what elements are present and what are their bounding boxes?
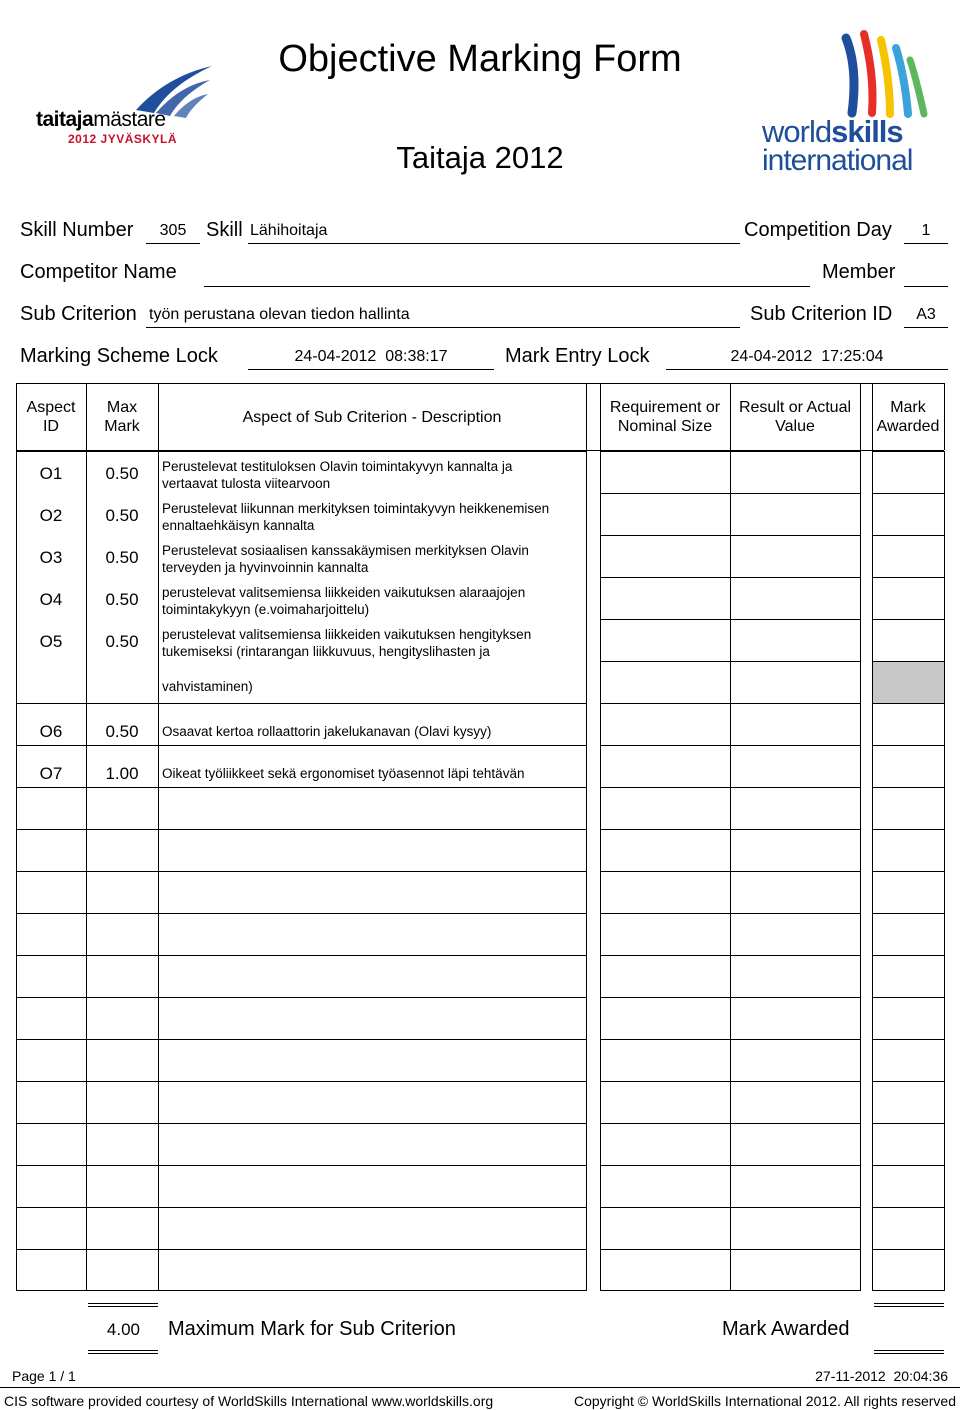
aspect-id: O2 <box>39 506 63 525</box>
table-cell[interactable] <box>730 703 861 746</box>
table-cell[interactable] <box>730 1165 861 1208</box>
table-cell[interactable] <box>730 535 861 578</box>
competitor-name-line <box>204 286 810 287</box>
marking-scheme-lock-label: Marking Scheme Lock <box>20 345 218 367</box>
aspect-description: toimintakykyyn (e.voimaharjoittelu) <box>162 602 370 617</box>
sub-criterion-label: Sub Criterion <box>20 303 137 325</box>
table-cell[interactable] <box>872 997 945 1040</box>
mark-entry-lock-label: Mark Entry Lock <box>505 345 650 367</box>
table-cell <box>158 871 587 914</box>
mark-awarded-label: Mark Awarded <box>722 1318 850 1340</box>
table-cell <box>158 1081 587 1124</box>
aspect-description: perustelevat valitsemiensa liikkeiden vaikutuksen hengityksen <box>162 627 532 642</box>
table-cell <box>86 829 159 872</box>
member-line <box>904 286 948 287</box>
aspect-description: Oikeat työliikkeet sekä ergonomiset työasennot läpi tehtävän <box>162 766 525 781</box>
table-cell <box>86 871 159 914</box>
print-timestamp: 27-11-2012 20:04:36 <box>815 1368 948 1384</box>
table-cell <box>158 913 587 956</box>
table-cell[interactable] <box>600 871 731 914</box>
table-cell[interactable] <box>730 997 861 1040</box>
table-cell[interactable] <box>872 1123 945 1166</box>
table-cell <box>158 1249 587 1291</box>
page-title: Objective Marking Form <box>278 38 682 80</box>
table-cell <box>16 997 87 1040</box>
table-cell[interactable] <box>730 661 861 704</box>
table-cell[interactable] <box>872 1165 945 1208</box>
aspect-description: Osaavat kertoa rollaattorin jakelukanavan (Olavi kysyy) <box>162 724 492 739</box>
aspect-description: tukemiseksi (rintarangan liikkuvuus, hengityslihasten ja <box>162 644 490 659</box>
total-top-rule <box>88 1303 158 1307</box>
table-cell <box>158 829 587 872</box>
table-cell[interactable] <box>600 1039 731 1082</box>
table-cell <box>158 1207 587 1250</box>
table-cell[interactable] <box>872 451 945 494</box>
header-description: Aspect of Sub Criterion - Description <box>242 408 502 426</box>
skill-number-value: 305 <box>159 222 187 239</box>
table-cell[interactable] <box>872 661 945 704</box>
awarded-top-rule <box>874 1303 944 1307</box>
table-cell[interactable] <box>730 619 861 662</box>
table-cell[interactable] <box>730 1123 861 1166</box>
footer-rule <box>0 1387 960 1388</box>
competitor-name-label: Competitor Name <box>20 261 177 283</box>
aspect-description: terveyden ja hyvinvoinnin kannalta <box>162 560 369 575</box>
awarded-bottom-rule <box>874 1350 944 1354</box>
max-mark: 1.00 <box>105 764 139 783</box>
aspect-id: O5 <box>39 632 63 651</box>
table-cell <box>158 955 587 998</box>
table-cell[interactable] <box>600 787 731 830</box>
table-cell <box>158 1165 587 1208</box>
table-cell <box>158 787 587 830</box>
table-cell <box>158 1039 587 1082</box>
logo-international: international <box>762 144 913 177</box>
right-credit: Copyright © WorldSkills International 2012. All rights reserved <box>573 1393 956 1409</box>
table-cell <box>16 661 87 704</box>
table-cell[interactable] <box>730 745 861 788</box>
header-result: Result or Actual Value <box>738 399 852 435</box>
left-credit: CIS software provided courtesy of WorldSkills International www.worldskills.org <box>4 1393 494 1409</box>
table-cell[interactable] <box>730 1207 861 1250</box>
table-cell <box>16 1207 87 1250</box>
table-cell[interactable] <box>730 871 861 914</box>
max-mark: 0.50 <box>105 548 139 567</box>
table-cell <box>158 997 587 1040</box>
table-cell[interactable] <box>872 619 945 662</box>
table-cell[interactable] <box>872 1249 945 1291</box>
table-cell <box>158 1123 587 1166</box>
skill-value: Lähihoitaja <box>250 222 328 239</box>
aspect-id: O4 <box>39 590 63 609</box>
max-mark: 0.50 <box>105 506 139 525</box>
table-cell <box>16 871 87 914</box>
table-cell <box>86 1165 159 1208</box>
table-cell[interactable] <box>600 1081 731 1124</box>
mark-entry-lock-line <box>666 369 948 370</box>
skill-line <box>248 243 740 244</box>
table-cell <box>86 1039 159 1082</box>
table-cell[interactable] <box>600 493 731 536</box>
table-cell <box>86 1081 159 1124</box>
table-cell <box>86 1123 159 1166</box>
table-cell[interactable] <box>730 1081 861 1124</box>
aspect-description: perustelevat valitsemiensa liikkeiden vaikutuksen alaraajojen <box>162 585 526 600</box>
skill-number-line <box>146 243 200 244</box>
table-cell[interactable] <box>730 577 861 620</box>
sub-criterion-line <box>146 327 740 328</box>
table-cell <box>86 997 159 1040</box>
mark-entry-lock-value: 24-04-2012 17:25:04 <box>730 348 884 365</box>
page-number: Page 1 / 1 <box>12 1368 76 1384</box>
total-bottom-rule <box>88 1350 158 1354</box>
table-cell[interactable] <box>600 1249 731 1291</box>
table-cell <box>86 787 159 830</box>
logo-sub-text: 2012 JYVÄSKYLÄ <box>68 132 178 146</box>
aspect-id: O7 <box>39 764 63 783</box>
table-cell <box>86 1207 159 1250</box>
table-cell <box>16 1165 87 1208</box>
competition-day-line <box>904 243 948 244</box>
header-requirement: Requirement or Nominal Size <box>609 399 721 435</box>
header-mark-awarded: Mark Awarded <box>876 399 940 435</box>
table-cell[interactable] <box>600 913 731 956</box>
header-max-mark: Max Mark <box>104 399 140 435</box>
table-cell[interactable] <box>730 787 861 830</box>
table-cell[interactable] <box>600 1123 731 1166</box>
sub-criterion-id-value: A3 <box>916 306 936 323</box>
table-cell[interactable] <box>730 1039 861 1082</box>
table-cell[interactable] <box>730 955 861 998</box>
table-cell <box>16 1123 87 1166</box>
table-cell <box>16 1081 87 1124</box>
table-cell <box>86 661 159 704</box>
aspect-description: vahvistaminen) <box>162 679 253 694</box>
table-cell[interactable] <box>600 997 731 1040</box>
aspect-description: Perustelevat sosiaalisen kanssakäymisen merkityksen Olavin <box>162 543 529 558</box>
logo-text-bold: taitaja <box>36 108 94 131</box>
table-cell[interactable] <box>600 745 731 788</box>
table-cell[interactable] <box>872 535 945 578</box>
table-cell[interactable] <box>600 1207 731 1250</box>
table-cell <box>16 787 87 830</box>
table-cell[interactable] <box>600 577 731 620</box>
table-cell[interactable] <box>872 871 945 914</box>
table-cell[interactable] <box>730 451 861 494</box>
table-cell[interactable] <box>872 577 945 620</box>
table-cell[interactable] <box>872 913 945 956</box>
table-cell <box>86 955 159 998</box>
max-mark: 0.50 <box>105 632 139 651</box>
table-cell <box>16 955 87 998</box>
header-aspect-id: Aspect ID <box>26 399 76 435</box>
table-cell[interactable] <box>600 955 731 998</box>
aspect-id: O3 <box>39 548 63 567</box>
page-subtitle: Taitaja 2012 <box>396 140 564 175</box>
max-mark: 0.50 <box>105 590 139 609</box>
marking-scheme-lock-line <box>248 369 494 370</box>
competition-day-label: Competition Day <box>744 219 892 241</box>
table-cell[interactable] <box>600 619 731 662</box>
table-cell[interactable] <box>872 1039 945 1082</box>
table-cell[interactable] <box>872 493 945 536</box>
table-cell[interactable] <box>872 1207 945 1250</box>
sub-criterion-id-label: Sub Criterion ID <box>750 303 893 325</box>
table-cell[interactable] <box>600 535 731 578</box>
table-cell[interactable] <box>872 829 945 872</box>
table-cell[interactable] <box>872 955 945 998</box>
table-cell[interactable] <box>730 829 861 872</box>
logo-text-light: mästare <box>93 108 166 131</box>
table-cell[interactable] <box>872 1081 945 1124</box>
total-max-label: Maximum Mark for Sub Criterion <box>168 1318 456 1340</box>
table-cell <box>16 1249 87 1291</box>
aspect-description: vertaavat tulosta viitearvoon <box>162 476 331 491</box>
table-cell[interactable] <box>600 1165 731 1208</box>
table-cell[interactable] <box>730 913 861 956</box>
total-max-value: 4.00 <box>106 1320 140 1339</box>
table-cell[interactable] <box>730 1249 861 1291</box>
table-cell[interactable] <box>872 787 945 830</box>
max-mark: 0.50 <box>105 722 139 741</box>
aspect-id: O6 <box>39 722 63 741</box>
table-cell <box>16 913 87 956</box>
skill-label: Skill <box>206 219 243 241</box>
max-mark: 0.50 <box>105 464 139 483</box>
logo-world: world <box>762 114 832 149</box>
member-label: Member <box>822 261 896 283</box>
sub-criterion-id-line <box>904 327 948 328</box>
skill-number-label: Skill Number <box>20 219 134 241</box>
table-cell <box>86 913 159 956</box>
aspect-description: ennaltaehkäisyn kannalta <box>162 518 315 533</box>
sub-criterion-value: työn perustana olevan tiedon hallinta <box>149 306 410 323</box>
competition-day-value: 1 <box>921 222 931 239</box>
aspect-description: Perustelevat testituloksen Olavin toimintakyvyn kannalta ja <box>162 459 513 474</box>
logo-skills: skills <box>831 114 903 149</box>
table-cell[interactable] <box>872 745 945 788</box>
table-cell[interactable] <box>730 493 861 536</box>
table-cell[interactable] <box>600 451 731 494</box>
table-cell <box>86 1249 159 1291</box>
table-cell[interactable] <box>600 661 731 704</box>
table-cell[interactable] <box>600 703 731 746</box>
table-cell <box>16 829 87 872</box>
marking-scheme-lock-value: 24-04-2012 08:38:17 <box>294 348 448 365</box>
table-cell[interactable] <box>600 829 731 872</box>
table-cell <box>16 1039 87 1082</box>
aspect-id: O1 <box>39 464 63 483</box>
aspect-description: Perustelevat liikunnan merkityksen toimintakyvyn heikkenemisen <box>162 501 550 516</box>
table-cell[interactable] <box>872 703 945 746</box>
